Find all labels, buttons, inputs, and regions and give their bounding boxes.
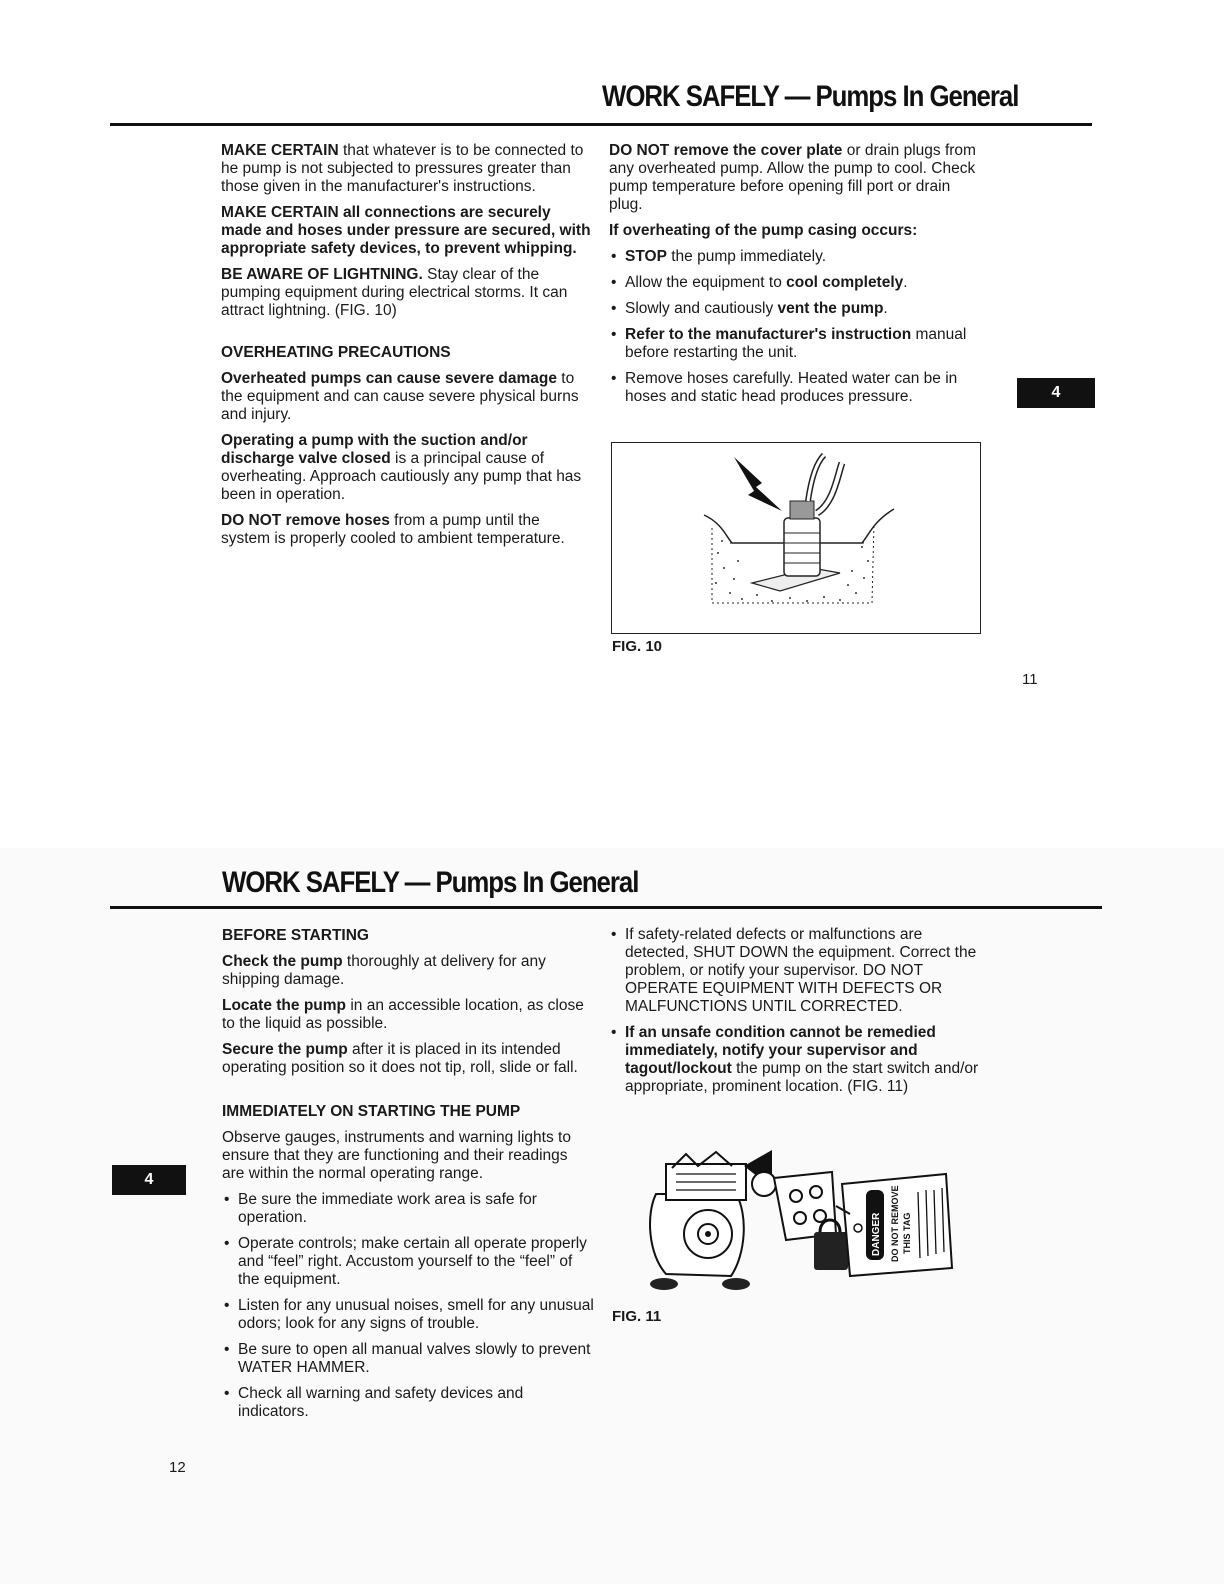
left-column [222,927,594,1429]
section-heading: OVERHEATING PRECAUTIONS [221,344,451,361]
page-number: 12 [169,1459,186,1476]
right-column [609,142,981,414]
list-item: • Slowly and cautiously vent the pump. [609,300,981,318]
list-item: • Be sure to open all manual valves slowly to prevent WATER HAMMER. [222,1341,594,1377]
submersible-pump-illustration [612,443,980,633]
section-heading: BEFORE STARTING [222,927,369,944]
lockout-tagout-illustration [636,1144,962,1304]
list-item: • Check all warning and safety devices and indicators. [222,1385,594,1421]
title-rule [110,123,1092,126]
paragraph: MAKE CERTAIN that whatever is to be connected to he pump is not subjected to pressures greater than those given in the manufacturer's instructions. [221,142,584,195]
list-item: • If safety-related defects or malfunctions are detected, SHUT DOWN the equipment. Correct the problem, or notify your supervisor. DO NOT OPERATE EQUIPMENT WITH DEFECTS OR MALFUNCTIONS UNTIL CORRECTED. [609,926,981,1016]
bullet-list [222,1191,594,1421]
page-title: WORK SAFELY — Pumps In General [602,80,1019,113]
page-number: 11 [1022,671,1038,688]
right-column [609,926,981,1104]
figure-10 [611,442,981,634]
tag-line-1: DO NOT REMOVE [890,1185,900,1262]
paragraph: DO NOT remove the cover plate or drain plugs from any overheated pump. Allow the pump to cool. Check pump temperature before opening fill port or drain plug. [609,142,976,213]
page-12 [0,848,1224,1584]
paragraph: Overheated pumps can cause severe damage to the equipment and can cause severe physical burns and injury. [221,370,579,423]
bullet-list [609,248,981,406]
tag-line-2: THIS TAG [902,1212,912,1254]
paragraph: Check the pump thoroughly at delivery for any shipping damage. [222,953,546,988]
paragraph: BE AWARE OF LIGHTNING. Stay clear of the pumping equipment during electrical storms. It can attract lightning. (FIG. 10) [221,266,568,319]
bullet-list [609,926,981,1096]
paragraph: MAKE CERTAIN all connections are securely made and hoses under pressure are secured, with appropriate safety devices, to prevent whipping. [221,204,591,257]
paragraph: Locate the pump in an accessible location, as close to the liquid as possible. [222,997,584,1032]
list-item: • Refer to the manufacturer's instruction manual before restarting the unit. [609,326,981,362]
list-item: • If an unsafe condition cannot be remedied immediately, notify your supervisor and tagout/lockout the pump on the start switch and/or appropriate, prominent location. (FIG. 11) [609,1024,981,1096]
list-item: • Allow the equipment to cool completely. [609,274,981,292]
list-item: • Operate controls; make certain all operate properly and “feel” right. Accustom yourself to the “feel” of the equipment. [222,1235,594,1289]
figure-caption: FIG. 10 [612,638,663,655]
section-tab: 4 [112,1165,186,1195]
list-item: • Remove hoses carefully. Heated water can be in hoses and static head produces pressure. [609,370,981,406]
title-rule [110,906,1102,909]
list-item: • Listen for any unusual noises, smell for any unusual odors; look for any signs of trouble. [222,1297,594,1333]
tag-danger-label: DANGER [871,1212,882,1256]
paragraph: Operating a pump with the suction and/or discharge valve closed is a principal cause of overheating. Approach cautiously any pump that has been in operation. [221,432,582,503]
paragraph: Observe gauges, instruments and warning lights to ensure that they are functioning and their readings are within the normal operating range. [222,1129,571,1182]
paragraph: DO NOT remove hoses from a pump until the system is properly cooled to ambient temperature. [221,512,565,547]
figure-caption: FIG. 11 [612,1308,662,1325]
list-item: • Be sure the immediate work area is safe for operation. [222,1191,594,1227]
section-tab: 4 [1017,378,1095,408]
subheading: If overheating of the pump casing occurs: [609,222,918,239]
list-item: • STOP the pump immediately. [609,248,981,266]
paragraph: Secure the pump after it is placed in its intended operating position so it does not tip, roll, slide or fall. [222,1041,578,1076]
page-11 [0,0,1224,790]
page-title: WORK SAFELY — Pumps In General [222,866,639,899]
figure-11 [636,1144,962,1304]
left-column [221,142,593,556]
section-heading: IMMEDIATELY ON STARTING THE PUMP [222,1103,521,1120]
